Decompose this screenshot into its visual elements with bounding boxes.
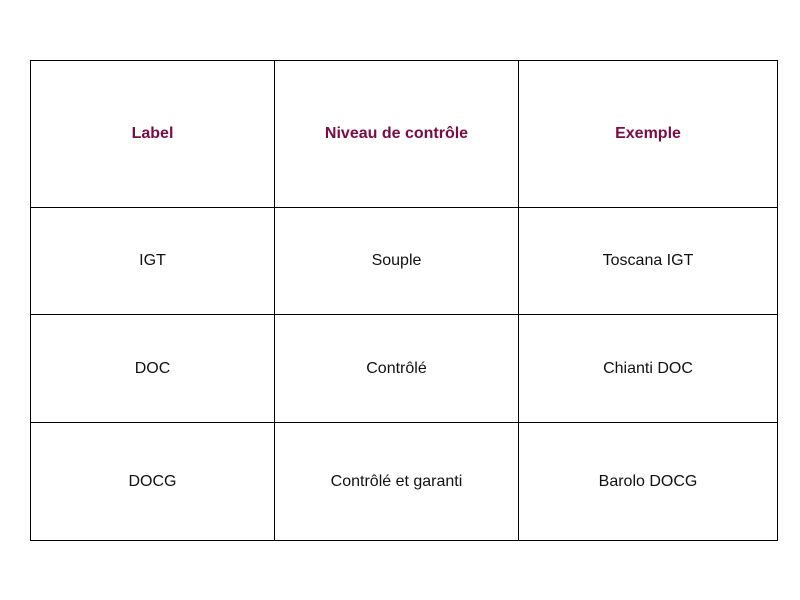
table-cell: IGT xyxy=(31,208,275,315)
table-row xyxy=(31,423,778,541)
header-cell-control-level: Niveau de contrôle xyxy=(275,61,519,208)
table-cell: DOCG xyxy=(31,423,275,541)
table-cell: DOC xyxy=(31,315,275,423)
wine-label-table xyxy=(30,60,778,541)
header-row xyxy=(31,61,778,208)
table-body xyxy=(31,208,778,541)
table-cell: Barolo DOCG xyxy=(519,423,778,541)
table-cell: Toscana IGT xyxy=(519,208,778,315)
table-cell: Chianti DOC xyxy=(519,315,778,423)
table-row xyxy=(31,315,778,423)
header-cell-example: Exemple xyxy=(519,61,778,208)
table-header xyxy=(31,61,778,208)
table-cell: Contrôlé xyxy=(275,315,519,423)
table-row xyxy=(31,208,778,315)
table-cell: Contrôlé et garanti xyxy=(275,423,519,541)
header-cell-label: Label xyxy=(31,61,275,208)
table-cell: Souple xyxy=(275,208,519,315)
